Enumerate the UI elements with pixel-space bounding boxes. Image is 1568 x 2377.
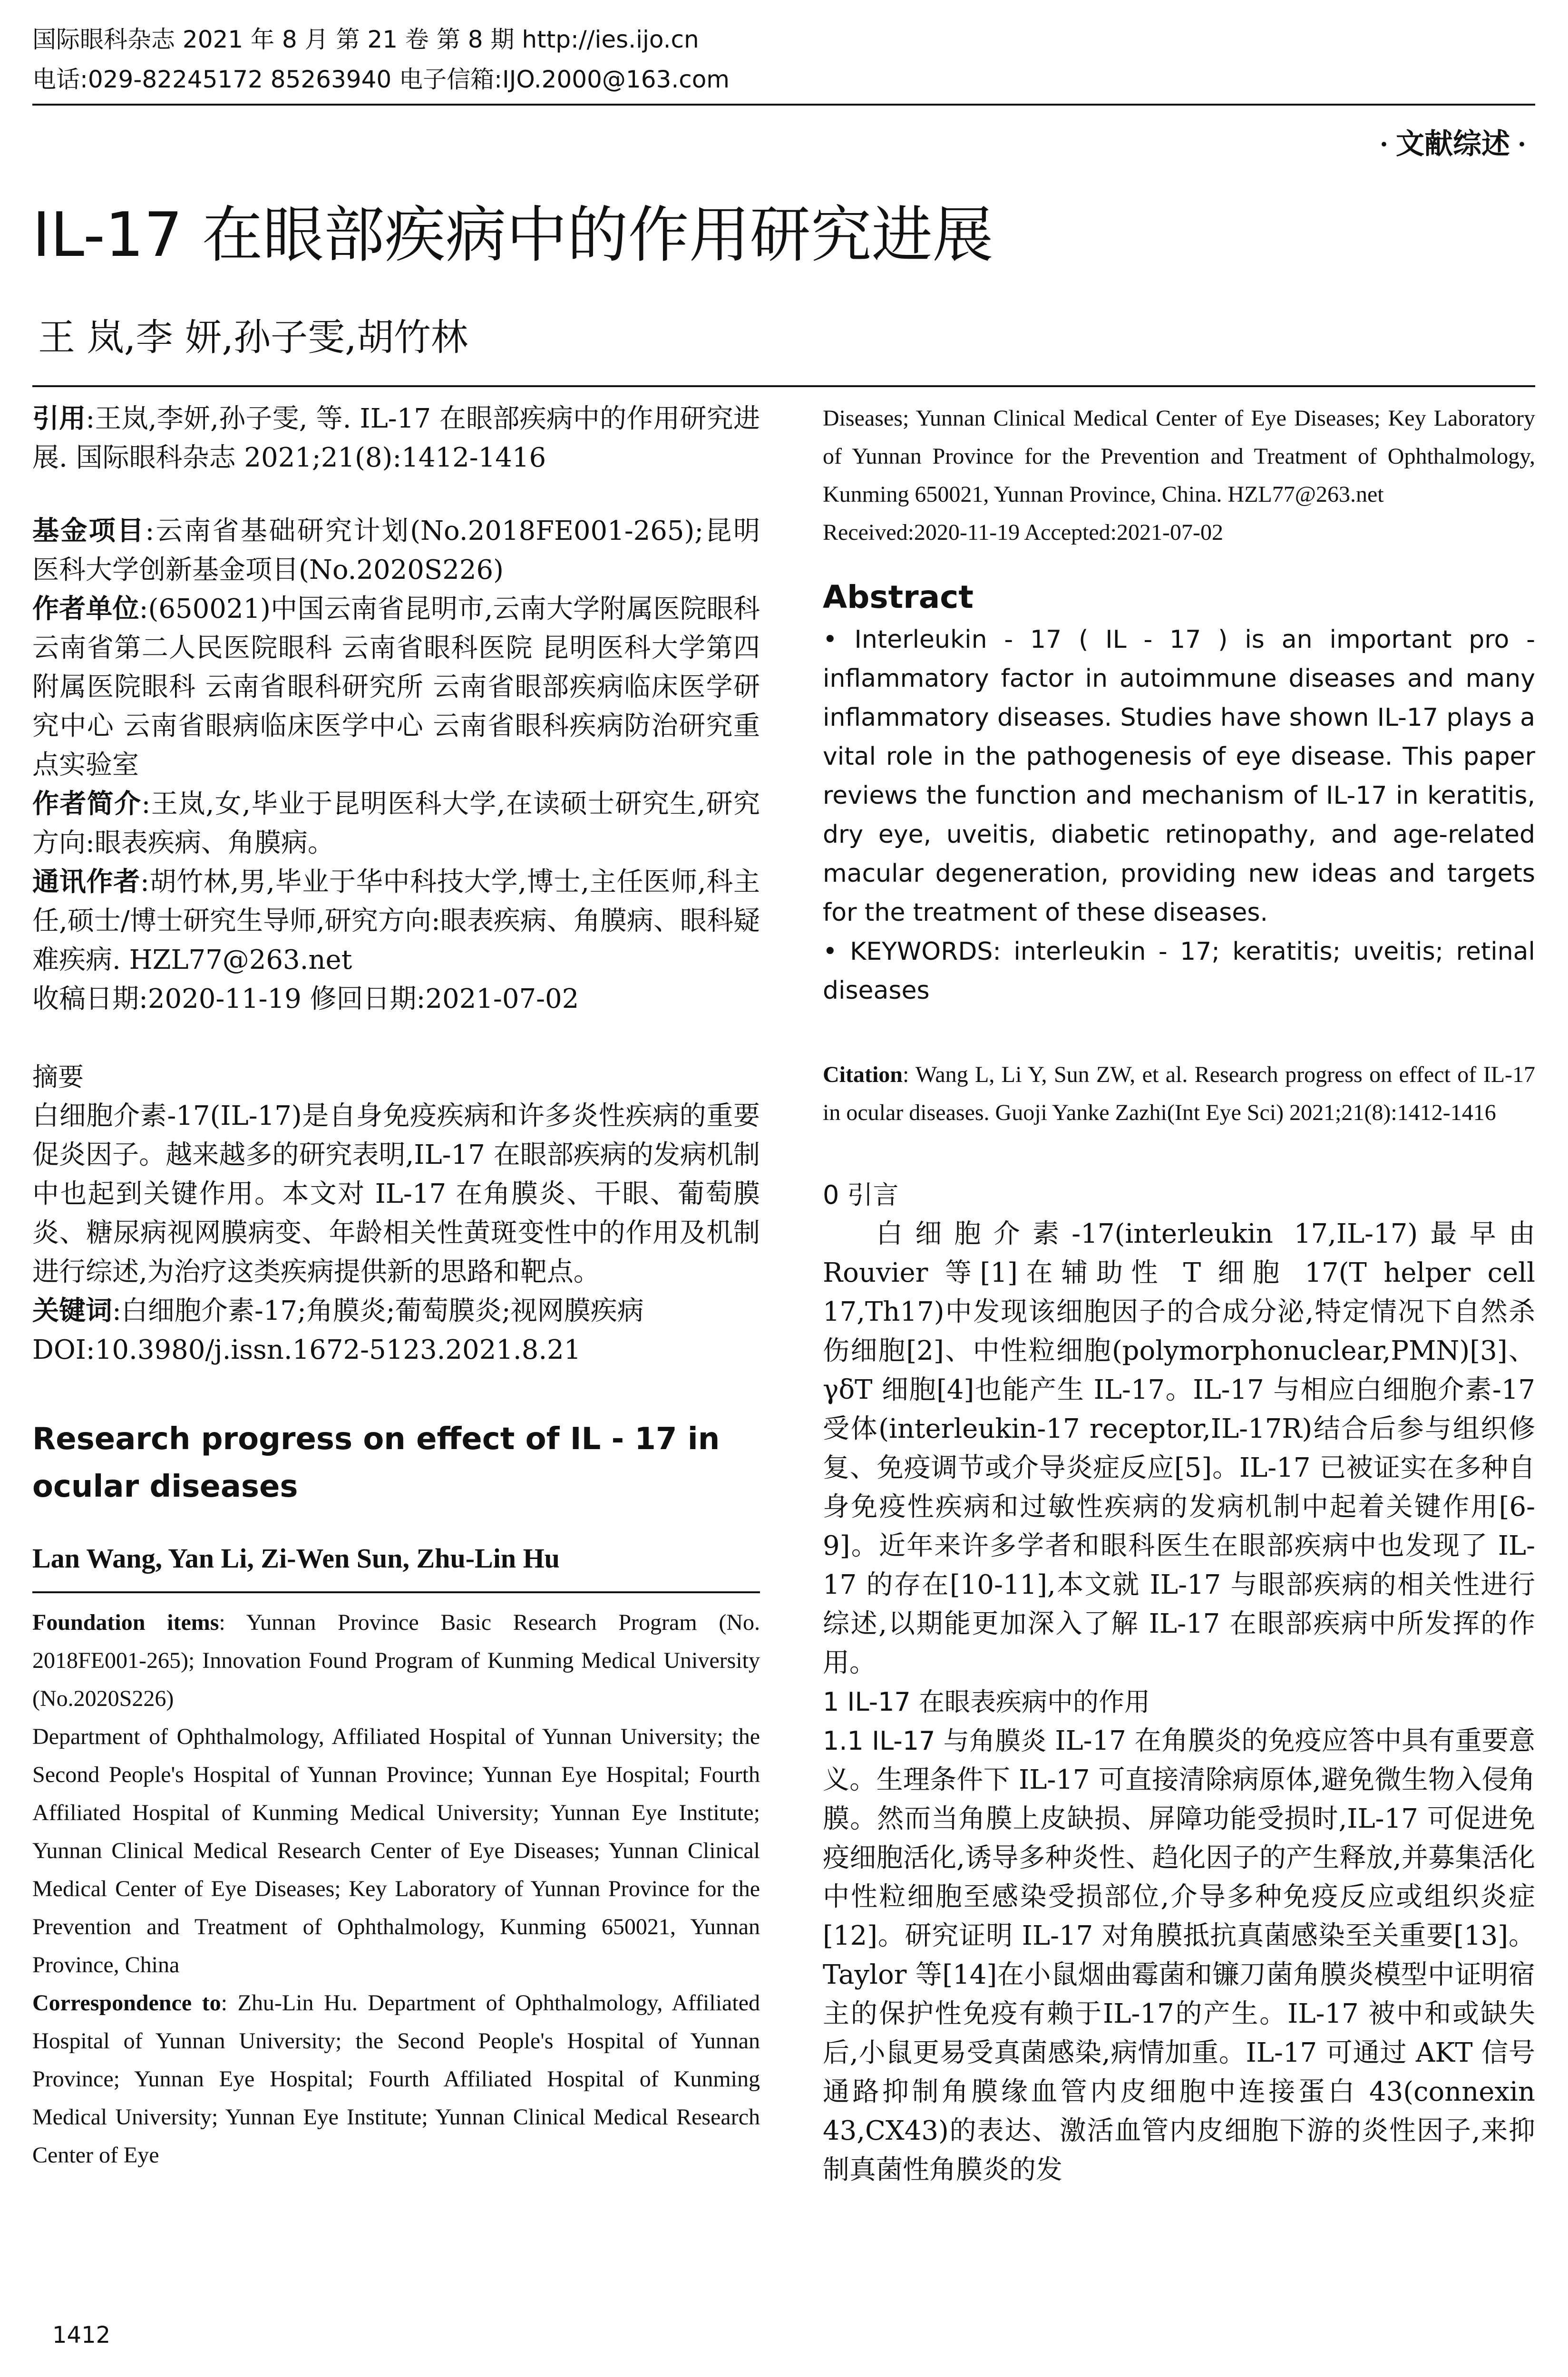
foundation-en — [32, 1604, 760, 1718]
header-rule — [32, 104, 1535, 106]
citation-cn-label: 引用 — [32, 403, 86, 434]
section-1-heading: 1 IL-17 在眼表疾病中的作用 — [823, 1687, 1150, 1717]
citation-en-label: Citation — [823, 1062, 903, 1087]
dates-cn: 收稿日期:2020-11-19 修回日期:2021-07-02 — [32, 984, 579, 1014]
corr-cn-label: 通讯作者 — [32, 867, 140, 897]
abstract-en-heading: Abstract — [823, 579, 974, 615]
received-accepted: Received:2020-11-19 Accepted:2021-07-02 — [823, 520, 1223, 545]
english-title: Research progress on effect of IL - 17 in ocular diseases — [32, 1422, 720, 1504]
abstract-en-text: • Interleukin - 17 ( IL - 17 ) is an important pro - inflammatory factor in autoimmune diseases and many inflammatory diseases. Studies have shown IL-17 plays a vital role in the pathogenesis of eye disease. This paper reviews the function and mechanism of IL-17 in keratitis, dry eye, uveitis, diabetic retinopathy, and age-related macular degeneration, providing new ideas and targets for the treatment of these diseases. — [823, 625, 1535, 927]
fund-cn-label: 基金项目 — [32, 516, 146, 546]
bio-cn-label: 作者简介 — [32, 789, 142, 819]
abstract-cn-heading: 摘要 — [32, 1062, 84, 1092]
correspondence-en-label: Correspondence to — [32, 1990, 221, 2016]
title-rule — [32, 385, 1535, 387]
section-tag: · 文献综述 · — [1379, 128, 1527, 160]
section-1-1 — [823, 1722, 1535, 2190]
correspondence-en — [32, 1984, 760, 2174]
section-1-1-heading: 1.1 IL-17 与角膜炎 — [823, 1726, 1047, 1756]
keywords-cn — [32, 1292, 760, 1331]
department-en: Department of Ophthalmology, Affiliated Hospital of Yunnan University; the Second People's Hospital of Yunnan Province; Yunnan Eye Hospital; Fourth Affiliated Hospital of Kunming Medical University; Yunnan Eye Institute; Yunnan Clinical Medical Research Center of Eye Diseases; Yunnan Clinical Medical Center of Eye Diseases; Key Laboratory of Yunnan Province for the Prevention and Treatment of Ophthalmology, Kunming 650021, Yunnan Province, China — [32, 1724, 760, 1978]
foundation-en-text: : Yunnan Province Basic Research Program (No. 2018FE001-265); Innovation Found Program of Kunming Medical University (No.2020S226) — [32, 1610, 760, 1711]
abstract-cn-text: 白细胞介素-17(IL-17)是自身免疫疾病和许多炎性疾病的重要促炎因子。越来越多的研究表明,IL-17 在眼部疾病的发病机制中也起到关键作用。本文对 IL-17 在角膜炎、干眼、葡萄膜炎、糖尿病视网膜病变、年龄相关性黄斑变性中的作用及机制进行综述,为治疗这类疾病提供新的思路和靶点。 — [32, 1101, 760, 1287]
keywords-cn-label: 关键词 — [32, 1296, 112, 1326]
citation-cn-text: :王岚,李妍,孙子雯, 等. IL-17 在眼部疾病中的作用研究进展. 国际眼科杂志 2021;21(8):1412-1416 — [32, 403, 760, 473]
unit-cn — [32, 590, 760, 785]
corr-cn — [32, 863, 760, 980]
english-authors: Lan Wang, Yan Li, Zi-Wen Sun, Zhu-Lin Hu — [32, 1543, 560, 1574]
section-1-1-text: IL-17 在角膜炎的免疫应答中具有重要意义。生理条件下 IL-17 可直接清除病原体,避免微生物入侵角膜。然而当角膜上皮缺损、屏障功能受损时,IL-17 可促进免疫细胞活化,诱导多种炎性、趋化因子的产生释放,并募集活化中性粒细胞至感染受损部位,介导多种免疫反应或组织炎症[12]。研究证明 IL-17 对角膜抵抗真菌感染至关重要[13]。Taylor 等[14]在小鼠烟曲霉菌和镰刀菌角膜炎模型中证明宿主的保护性免疫有赖于IL-17的产生。IL-17 被中和或缺失后,小鼠更易受真菌感染,病情加重。IL-17 可通过 AKT 信号通路抑制角膜缘血管内皮细胞中连接蛋白 43(connexin 43,CX43)的表达、激活血管内皮细胞下游的炎性因子,来抑制真菌性角膜炎的发 — [823, 1725, 1535, 2185]
intro-text: 白细胞介素-17(interleukin 17,IL-17)最早由 Rouvier 等[1]在辅助性 T 细胞 17(T helper cell 17,Th17)中发现该细胞因子的合成分泌,特定情况下自然杀伤细胞[2]、中性粒细胞(polymorphonuclear,PMN)[3]、γδT 细胞[4]也能产生 IL-17。IL-17 与相应白细胞介素-17 受体(interleukin-17 receptor,IL-17R)结合后参与组织修复、免疫调节或介导炎症反应[5]。IL-17 已被证实在多种自身免疫性疾病和过敏性疾病的发病机制中起着关键作用[6-9]。近年来许多学者和眼科医生在眼部疾病中也发现了 IL-17 的存在[10-11],本文就 IL-17 与眼部疾病的相关性进行综述,以期能更加深入了解 IL-17 在眼部疾病中所发挥的作用。 — [823, 1218, 1535, 1678]
bio-cn — [32, 785, 760, 863]
authors-cn: 王 岚,李 妍,孙子雯,胡竹林 — [38, 316, 468, 359]
fund-cn-text: :云南省基础研究计划(No.2018FE001-265);昆明医科大学创新基金项目(No.2020S226) — [32, 516, 760, 585]
left-column — [32, 399, 760, 2174]
intro-heading: 0 引言 — [823, 1180, 899, 1210]
unit-cn-label: 作者单位 — [32, 594, 139, 624]
journal-header-line1: 国际眼科杂志 2021 年 8 月 第 21 卷 第 8 期 http://ies.ijo.cn — [32, 26, 699, 53]
page-number: 1412 — [52, 2322, 111, 2348]
correspondence-en-text: : Zhu-Lin Hu. Department of Ophthalmology, Affiliated Hospital of Yunnan University; the Second People's Hospital of Yunnan Province; Yunnan Eye Hospital; Fourth Affiliated Hospital of Kunming Medical University; Yunnan Eye Institute; Yunnan Clinical Medical Research Center of Eye — [32, 1990, 760, 2168]
journal-header-line2: 电话:029-82245172 85263940 电子信箱:IJO.2000@163.com — [32, 66, 730, 93]
keywords-en: • KEYWORDS: interleukin - 17; keratitis; uveitis; retinal diseases — [823, 937, 1535, 1005]
right-column — [823, 399, 1535, 2190]
keywords-cn-text: :白细胞介素-17;角膜炎;葡萄膜炎;视网膜疾病 — [112, 1296, 644, 1326]
citation-en — [823, 1056, 1535, 1132]
affiliation-continued: Diseases; Yunnan Clinical Medical Center of Eye Diseases; Key Laboratory of Yunnan Province for the Prevention and Treatment of Ophthalmology, Kunming 650021, Yunnan Province, China. HZL77@263.net — [823, 406, 1535, 507]
unit-cn-text: :(650021)中国云南省昆明市,云南大学附属医院眼科 云南省第二人民医院眼科 云南省眼科医院 昆明医科大学第四附属医院眼科 云南省眼科研究所 云南省眼部疾病临床医学研究中心 云南省眼病临床医学中心 云南省眼科疾病防治研究重点实验室 — [32, 594, 760, 780]
fund-cn — [32, 512, 760, 590]
citation-cn — [32, 399, 760, 477]
doi: DOI:10.3980/j.issn.1672-5123.2021.8.21 — [32, 1335, 581, 1365]
english-authors-rule — [32, 1580, 760, 1593]
corr-cn-text: :胡竹林,男,毕业于华中科技大学,博士,主任医师,科主任,硕士/博士研究生导师,研究方向:眼表疾病、角膜病、眼科疑难疾病. HZL77@263.net — [32, 867, 760, 975]
foundation-en-label: Foundation items — [32, 1610, 219, 1635]
page-title: IL-17 在眼部疾病中的作用研究进展 — [32, 200, 993, 271]
bio-cn-text: :王岚,女,毕业于昆明医科大学,在读硕士研究生,研究方向:眼表疾病、角膜病。 — [32, 789, 760, 858]
citation-en-text: : Wang L, Li Y, Sun ZW, et al. Research progress on effect of IL-17 in ocular diseases. Guoji Yanke Zazhi(Int Eye Sci) 2021;21(8):1412-1416 — [823, 1062, 1535, 1125]
